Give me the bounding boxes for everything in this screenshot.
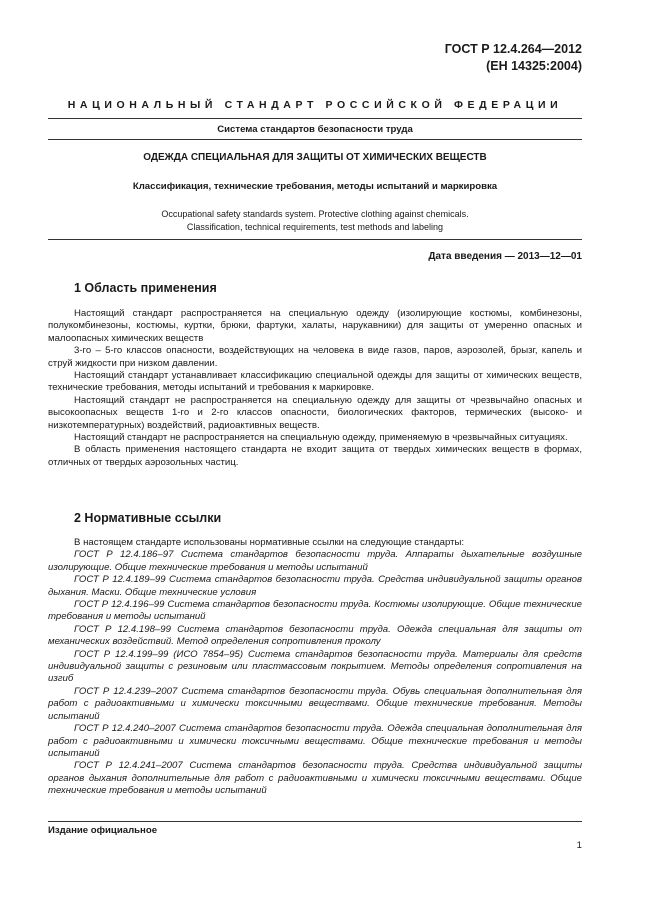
reference-title: Система стандартов безопасности труда. Аппараты дыхательные воздушные изолирующие. Общие технические требования и методы испытаний [48,549,582,573]
paragraph: Настоящий стандарт не распространяется на специальную одежду, применяемую в чрезвычайных ситуациях. [74,432,568,444]
reference-item [48,686,582,723]
reference-item [48,599,582,624]
section-1-title: 1 Область применения [74,281,217,295]
section-1-body [48,308,582,469]
en-number: (ЕН 14325:2004) [486,59,582,73]
introduction-date: Дата введения — 2013—12—01 [428,251,582,262]
reference-item [48,760,582,797]
reference-item [48,624,582,649]
paragraph: Настоящий стандарт распространяется на специальную одежду (изолирующие костюмы, комбинезоны, полукомбинезоны, костюмы, куртки, брюки, фартуки, халаты, нарукавники) для защиты от умеренно опасных и малоопасных химических веществ [48,308,582,344]
reference-item [48,549,582,574]
system-line: Система стандартов безопасности труда [217,124,413,135]
reference-code: ГОСТ Р 12.4.199–99 (ИСО 7854–95) [74,648,244,660]
reference-code: ГОСТ Р 12.4.196–99 [74,599,165,611]
reference-code: ГОСТ Р 12.4.186–97 [74,549,174,561]
national-standard-heading: НАЦИОНАЛЬНЫЙ СТАНДАРТ РОССИЙСКОЙ ФЕДЕРАЦИИ [67,99,563,111]
reference-title: Система стандартов безопасности труда. Материалы для средств индивидуальной защиты с резиновым или пластмассовым покрытием. Методы определения сопротивления на изгиб [48,648,582,685]
reference-title: Система стандартов безопасности труда. Обувь специальная дополнительная для работ с радиоактивными и химически токсичными веществами. Общие технические требования. Методы испытаний [48,685,582,722]
document-title: ОДЕЖДА СПЕЦИАЛЬНАЯ ДЛЯ ЗАЩИТЫ ОТ ХИМИЧЕСКИХ ВЕЩЕСТВ [143,152,487,163]
reference-item [48,649,582,686]
gost-designation [445,41,582,75]
page-number: 1 [576,840,582,851]
header-rule [48,118,582,119]
title-rule [48,239,582,240]
reference-code: ГОСТ Р 12.4.241–2007 [74,760,183,772]
system-rule [48,139,582,140]
paragraph: 3-го – 5-го классов опасности, воздействующих на человека в виде газов, паров, аэрозолей, брызг, капель и струй жидкости при низком давлении. [48,345,582,369]
reference-title: Система стандартов безопасности труда. Средства индивидуальной защиты органов дыхания дополнительные для работ с радиоактивными и химически токсичными веществами. Общие технические требования и методы испытаний [48,760,583,797]
section-2-body [48,537,582,798]
reference-item [48,723,582,760]
footer-rule [48,821,582,822]
reference-code: ГОСТ Р 12.4.198–99 [74,623,171,635]
reference-code: ГОСТ Р 12.4.239–2007 [74,685,178,697]
paragraph: Настоящий стандарт устанавливает классификацию специальной одежды для защиты от химических веществ, технические требования, методы испытаний и требования к маркировке. [48,370,582,394]
reference-title: Система стандартов безопасности труда. Костюмы изолирующие. Общие технические требования и методы испытаний [48,599,582,623]
reference-title: Система стандартов безопасности труда. Одежда специальная дополнительная для работ с радиоактивными и химически токсичными веществами. Общие технические требования и методы испытаний [48,723,583,759]
reference-title: Система стандартов безопасности труда. Одежда специальная для защиты от механических воздействий. Метод определения сопротивления проколу [48,623,582,648]
reference-title: Система стандартов безопасности труда. Средства индивидуальной защиты органов дыхания. Маски. Общие технические условия [48,574,582,598]
reference-item [48,574,582,599]
paragraph: Настоящий стандарт не распространяется на специальную одежду для защиты от чрезвычайно опасных и высокоопасных веществ 1-го и 2-го классов опасности, биологических факторов, термических (высоко- и низкотемпературных) воздействий, радиоактивных веществ. [48,394,582,431]
reference-code: ГОСТ Р 12.4.240–2007 [74,723,176,735]
gost-number: ГОСТ Р 12.4.264—2012 [444,42,582,56]
reference-code: ГОСТ Р 12.4.189–99 [74,574,166,586]
english-title-line-1: Occupational safety standards system. Protective clothing against chemicals. [161,209,469,219]
references-intro: В настоящем стандарте использованы нормативные ссылки на следующие стандарты: [74,537,465,548]
section-2-title: 2 Нормативные ссылки [74,511,222,525]
paragraph: В область применения настоящего стандарта не входит защита от твердых химических веществ в формах, отличных от твердых аэрозольных частиц. [48,444,582,468]
english-title-line-2: Classification, technical requirements, test methods and labeling [186,222,444,232]
official-edition-label: Издание официальное [48,825,158,836]
document-subtitle: Классификация, технические требования, методы испытаний и маркировка [132,181,498,192]
